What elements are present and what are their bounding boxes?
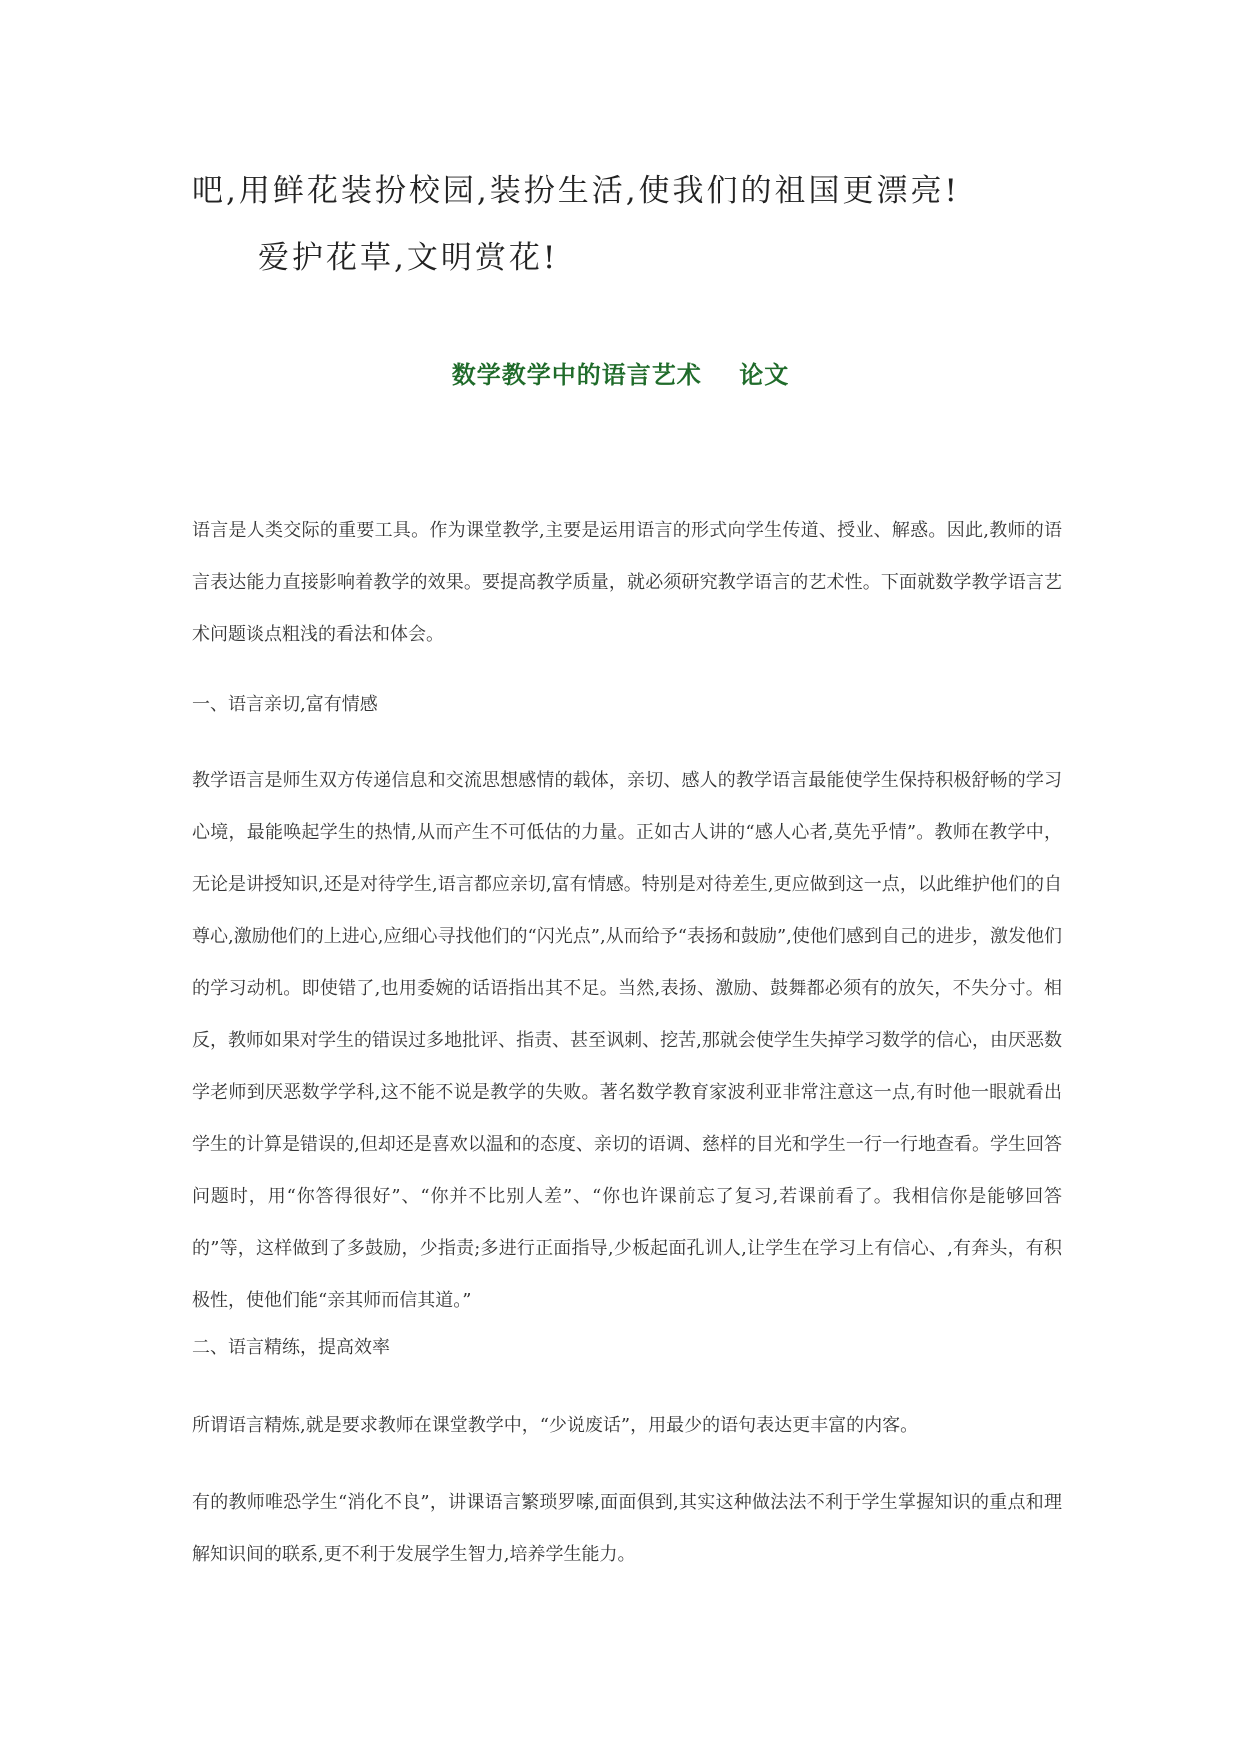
section-heading-1: 一、语言亲切,富有情感: [192, 694, 378, 715]
paragraph-section-1: 教学语言是师生双方传递信息和交流思想感情的载体，亲切、感人的教学语言最能使学生保持积极舒畅的学习心境，最能唤起学生的热情,从而产生不可低估的力量。正如古人讲的“感人心者,莫先乎情”。教师在教学中，无论是讲授知识,还是对待学生,语言都应亲切,富有情感。特别是对待差生,更应做到这一点，以此维护他们的自尊心,激励他们的上进心,应细心寻找他们的“闪光点”,从而给予“表扬和鼓励”,使他们感到自己的进步，激发他们的学习动机。即使错了,也用委婉的话语指出其不足。当然,表扬、激励、鼓舞都必须有的放矢，不失分寸。相反，教师如果对学生的错误过多地批评、指责、甚至讽刺、挖苦,那就会使学生失掉学习数学的信心，由厌恶数学老师到厌恶数学学科,这不能不说是教学的失败。著名数学教育家波利亚非常注意这一点,有时他一眼就看出学生的计算是错误的,但却还是喜欢以温和的态度、亲切的语调、慈样的目光和学生一行一行地查看。学生回答问题时，用“你答得很好”、“你并不比别人差”、“你也许课前忘了复习,若课前看了。我相信你是能够回答的”等，这样做到了多鼓励，少指责;多进行正面指导,少板起面孔训人,让学生在学习上有信心、,有奔头，有积极性，使他们能“亲其师而信其道。”: [192, 770, 1062, 1311]
section-heading-2: 二、语言精练，提高效率: [192, 1337, 390, 1358]
article-title: 数学教学中的语言艺术 论文: [451, 360, 790, 389]
intro-line-2: 爱护花草,文明赏花!: [258, 240, 559, 276]
paragraph-section-2b: 有的教师唯恐学生“消化不良”，讲课语言繁琐罗嗦,面面俱到,其实这种做法法不利于学生掌握知识的重点和理解知识间的联系,更不利于发展学生智力,培养学生能力。: [192, 1492, 1062, 1565]
paragraph-intro: 语言是人类交际的重要工具。作为课堂教学,主要是运用语言的形式向学生传道、授业、解惑。因此,教师的语言表达能力直接影响着教学的效果。要提高教学质量，就必须研究教学语言的艺术性。下面就数学教学语言艺术问题谈点粗浅的看法和体会。: [192, 520, 1062, 645]
paragraph-section-2a: 所谓语言精炼,就是要求教师在课堂教学中，“少说废话”，用最少的语句表达更丰富的内客。: [192, 1415, 919, 1436]
intro-line-1: 吧,用鲜花装扮校园,装扮生活,使我们的祖国更漂亮!: [192, 173, 961, 209]
